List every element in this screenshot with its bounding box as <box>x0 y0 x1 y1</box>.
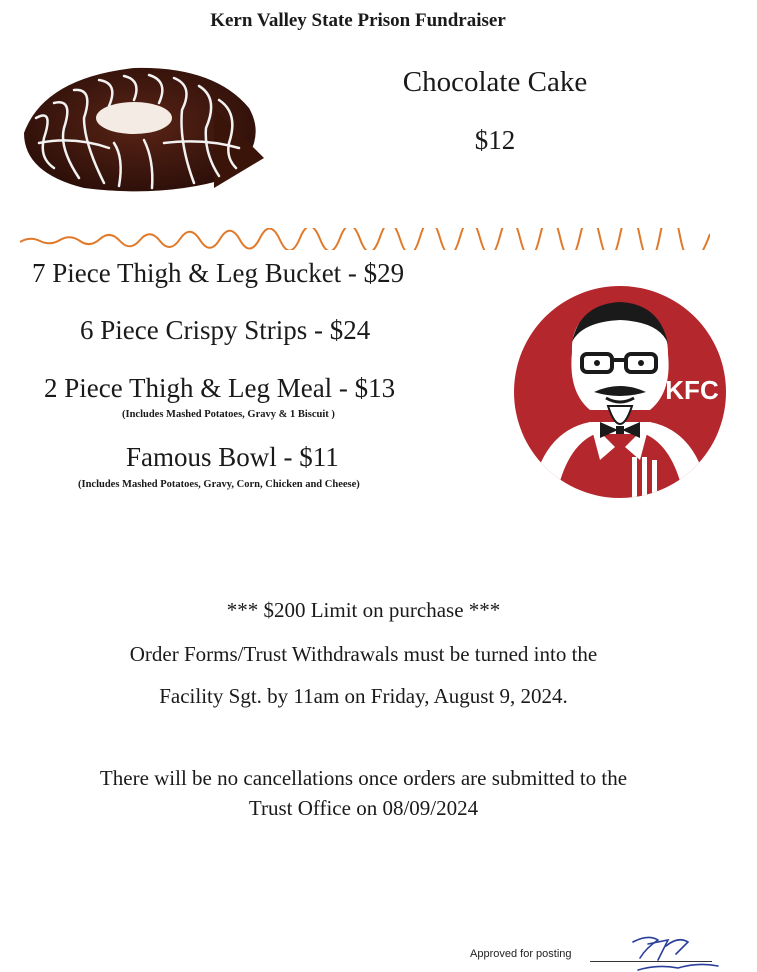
menu-item-meal-note: (Includes Mashed Potatoes, Gravy & 1 Biscuit ) <box>122 409 335 420</box>
chocolate-cake-image <box>14 48 274 198</box>
order-deadline-line-1: Order Forms/Trust Withdrawals must be turned into the <box>129 642 598 666</box>
signature-icon <box>618 930 728 972</box>
cancellation-notice-line-2: Trust Office on 08/09/2024 <box>248 796 479 820</box>
page-title: Kern Valley State Prison Fundraiser <box>210 10 506 31</box>
purchase-limit-notice: *** $200 Limit on purchase *** <box>226 598 501 622</box>
kfc-logo-text: KFC <box>665 375 719 405</box>
menu-item-bucket: 7 Piece Thigh & Leg Bucket - $29 <box>32 258 405 288</box>
cake-name: Chocolate Cake <box>402 66 588 98</box>
wavy-divider <box>20 228 710 250</box>
cancellation-notice-line-1: There will be no cancellations once orders are submitted to the <box>99 766 628 790</box>
menu-item-meal: 2 Piece Thigh & Leg Meal - $13 <box>44 373 396 403</box>
menu-item-famous-bowl: Famous Bowl - $11 <box>126 442 339 472</box>
approved-for-posting-label: Approved for posting <box>470 948 572 960</box>
order-deadline-line-2: Facility Sgt. by 11am on Friday, August 9, 2024. <box>159 684 568 708</box>
kfc-colonel-logo-icon <box>510 282 730 502</box>
menu-item-strips: 6 Piece Crispy Strips - $24 <box>80 315 371 345</box>
menu-item-famous-bowl-note: (Includes Mashed Potatoes, Gravy, Corn, Chicken and Cheese) <box>78 479 360 490</box>
cake-price: $12 <box>474 125 516 155</box>
